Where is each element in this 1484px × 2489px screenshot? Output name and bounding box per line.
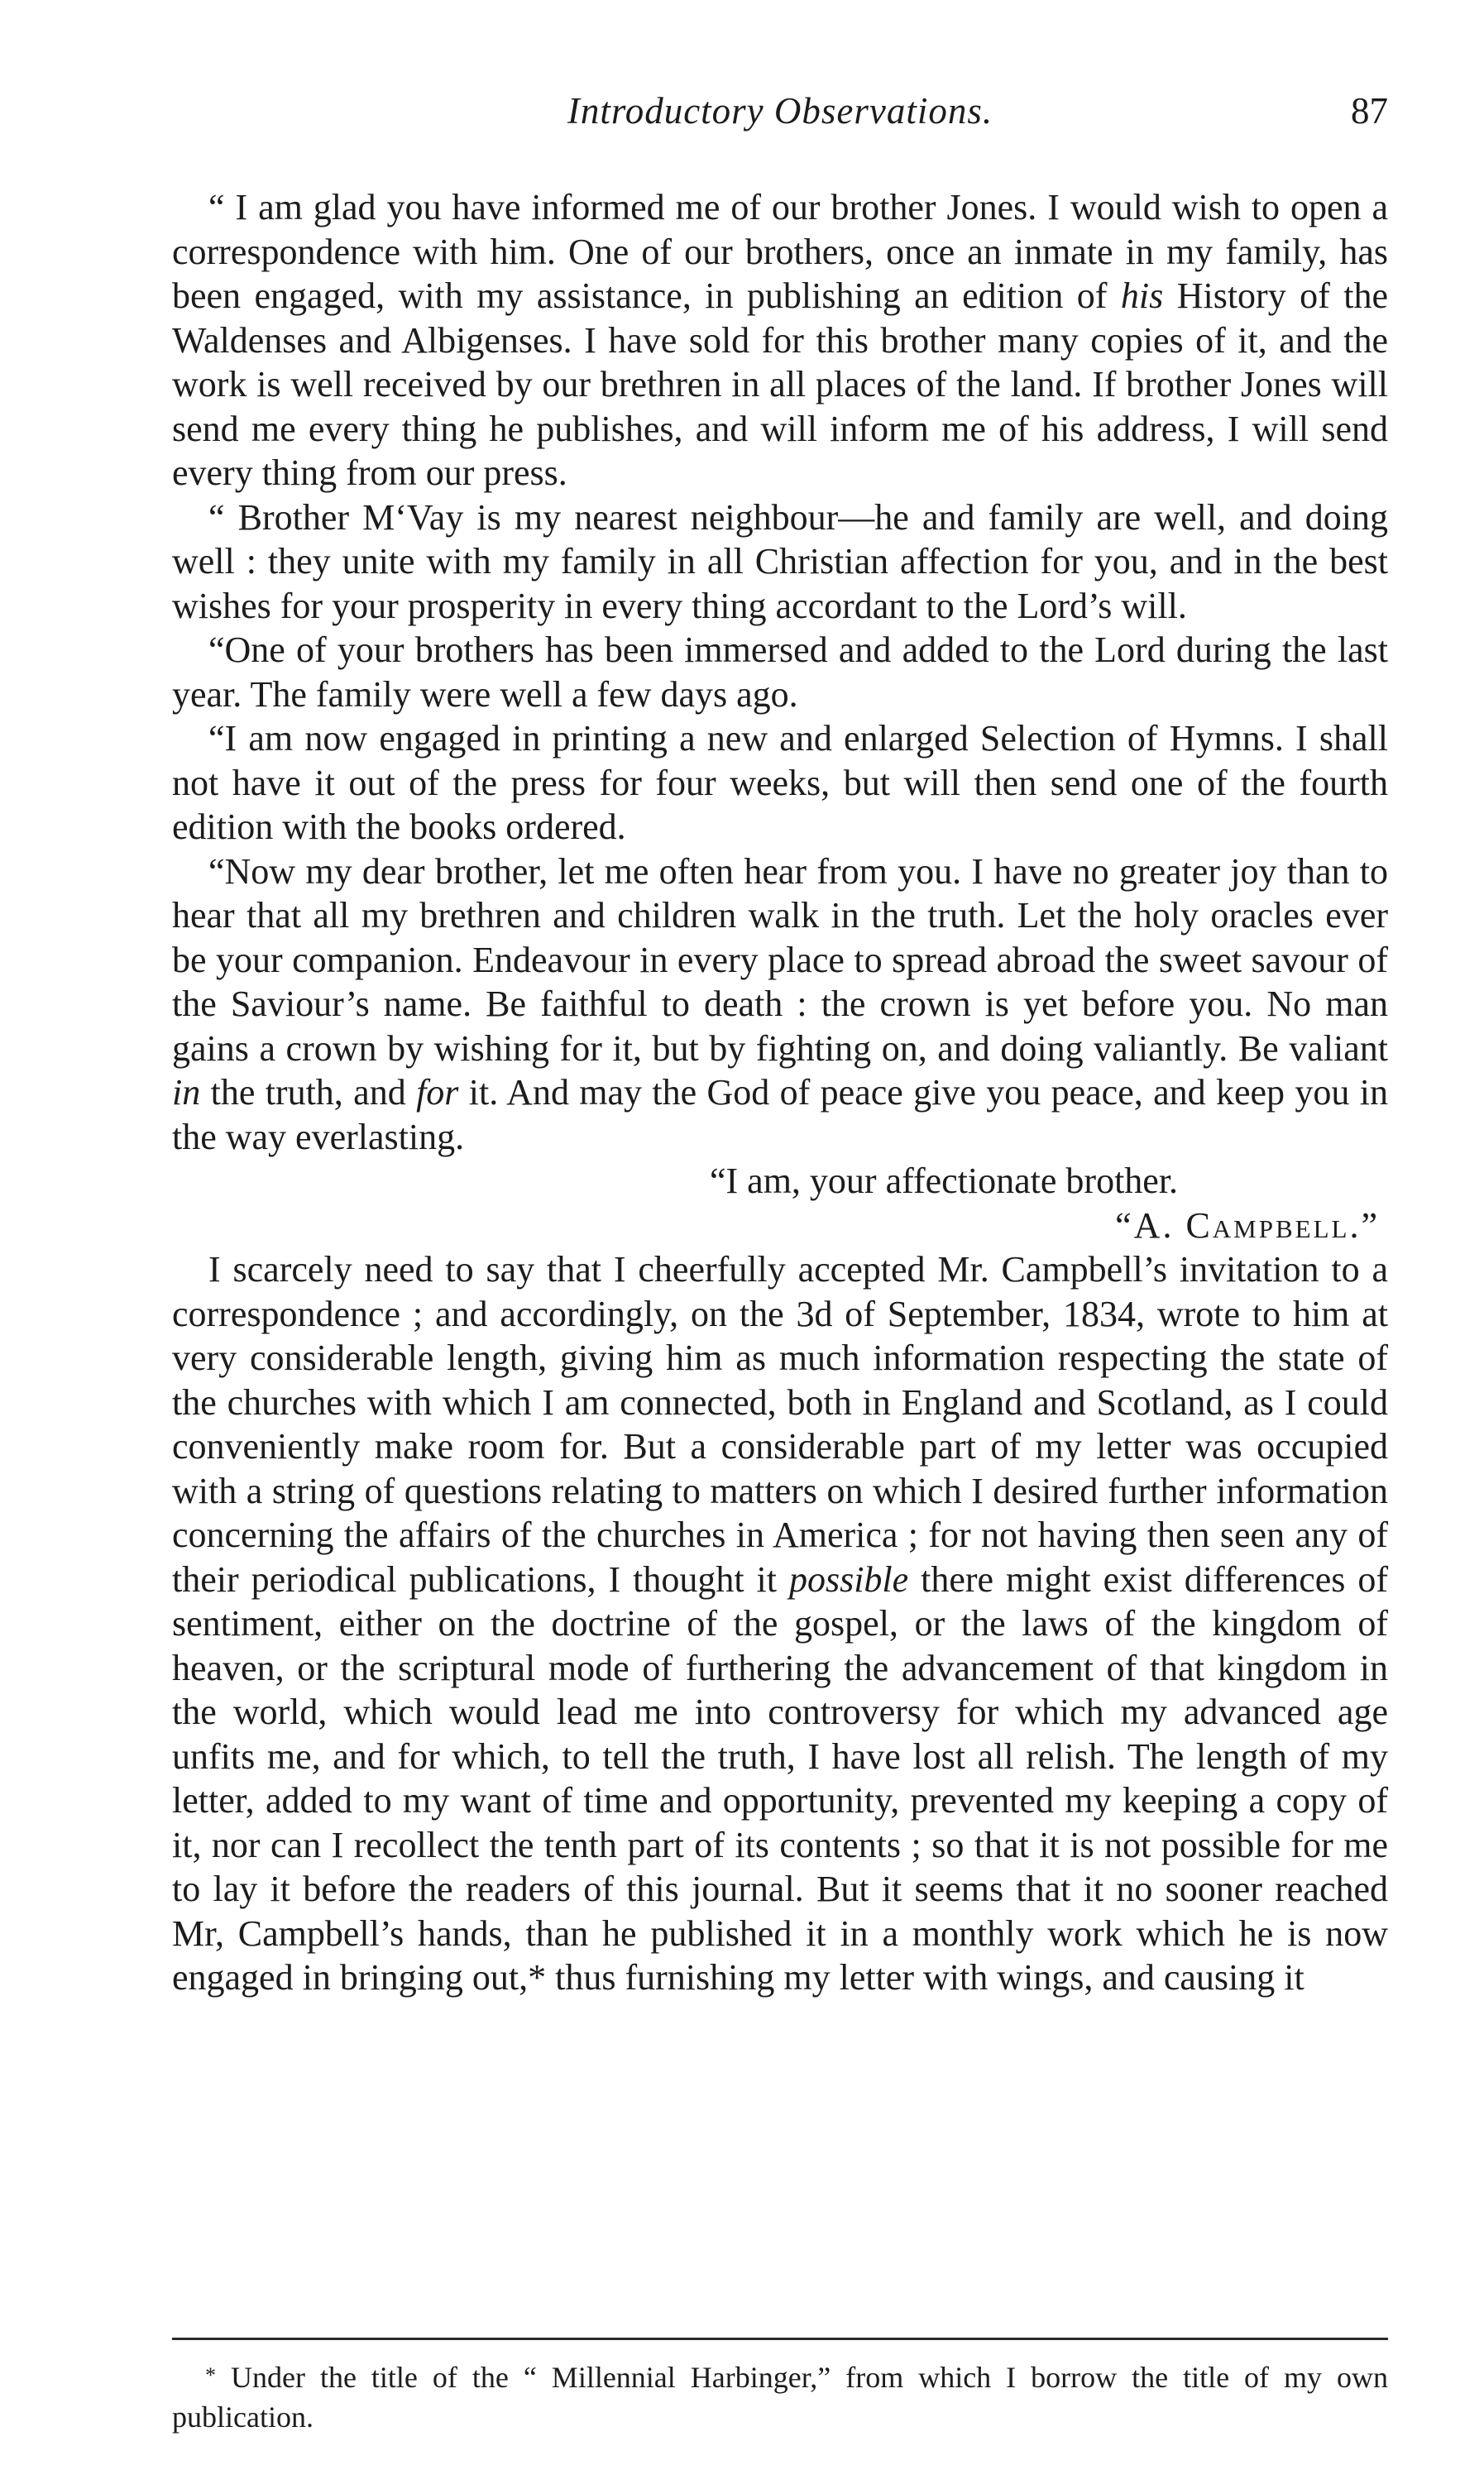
letter-paragraph-4: “I am now engaged in printing a new and enlarged Selection of Hymns. I shall not have it out of the press for four weeks, but will then send one of the fourth edition with the books ordered. [172, 718, 1388, 847]
text-span: it. And may the God of peace give you peace, and keep you in the way everlasting. [172, 1072, 1388, 1157]
letter-paragraph-3: “One of your brothers has been immersed and added to the Lord during the last year. The family were well a few days ago. [172, 629, 1388, 715]
footnote-marker: * [205, 2363, 216, 2387]
text-span: the truth, and [200, 1072, 417, 1113]
narrative-paragraph [172, 1247, 1388, 2000]
page-number: 87 [1351, 90, 1388, 132]
running-title: Introductory Observations. [567, 90, 993, 132]
footnote-text: Under the title of the “ Millennial Harbinger,” from which I borrow the title of my own publication. [172, 2361, 1389, 2434]
text-span: History of the Waldenses and Albigenses. I have sold for this brother many copies of it, and the work is well received by our brethren in all places of the land. If brother Jones will send me every thing he publishes, and will inform me of his address, I will send every thing from our press. [172, 275, 1389, 493]
letter-closing: “I am, your affectionate brother. [710, 1161, 1179, 1201]
letter-paragraph-2: “ Brother M‘Vay is my nearest neighbour—he and family are well, and doing well : they unite with my family in all Christian affection for you, and in the best wishes for your prosperity in every thing accordant to the Lord’s will. [172, 496, 1388, 626]
letter-paragraph-1 [172, 185, 1388, 495]
running-header [172, 89, 1388, 156]
footnote [172, 2356, 1388, 2437]
text-span: I scarcely need to say that I cheerfully accepted Mr. Campbell’s invitation to a correspondence ; and accordingly, on the 3d of September, 1834, wrote to him at very considerable length, giving him as much information respecting the state of the churches with which I am connected, both in England and Scotland, as I could conveniently make room for. But a considerable part of my letter was occupied with a string of questions relating to matters on which I desired further information concerning the affairs of the churches in America ; for not having then seen any of their periodical publications, I thought it [172, 1249, 1388, 1600]
italic-emphasis: in [172, 1072, 201, 1113]
text-span: “ I am glad you have informed me of our brother Jones. I would wish to open a correspondence with him. One of our brothers, once an inmate in my family, has been engaged, with my assistance, in publishing an edition of [172, 187, 1388, 316]
text-span: there might exist differences of sentiment, either on the doctrine of the gospel, or the laws of the kingdom of heaven, or the scriptural mode of furthering the advancement of that kingdom in the world, which would lead me into controversy for which my advanced age unfits me, and for which, to tell the truth, I have lost all relish. The length of my letter, added to my want of time and opportunity, prevented my keeping a copy of it, nor can I recollect the tenth part of its contents ; so that it is not possible for me to lay it before the readers of this journal. But it seems that it no sooner reached Mr, Campbell’s hands, than he published it in a monthly work which he is now engaged in bringing out,* thus furnishing my letter with wings, and causing it [172, 1558, 1388, 1998]
italic-emphasis: his [1120, 275, 1164, 316]
text-span: “Now my dear brother, let me often hear from you. I have no greater joy than to hear that all my brethren and children walk in the truth. Let the holy oracles ever be your companion. Endeavour in every place to spread abroad the sweet savour of the Saviour’s name. Be faithful to death : the crown is yet before you. No man gains a crown by wishing for it, but by fighting on, and doing valiantly. Be valiant [172, 850, 1388, 1069]
italic-emphasis: for [416, 1072, 459, 1113]
body-text [172, 185, 1388, 2000]
italic-emphasis: possible [788, 1558, 909, 1600]
footnote-rule [172, 2338, 1388, 2340]
letter-signature: “A. Campbell.” [1115, 1204, 1380, 1246]
letter-paragraph-5 [172, 850, 1388, 1160]
